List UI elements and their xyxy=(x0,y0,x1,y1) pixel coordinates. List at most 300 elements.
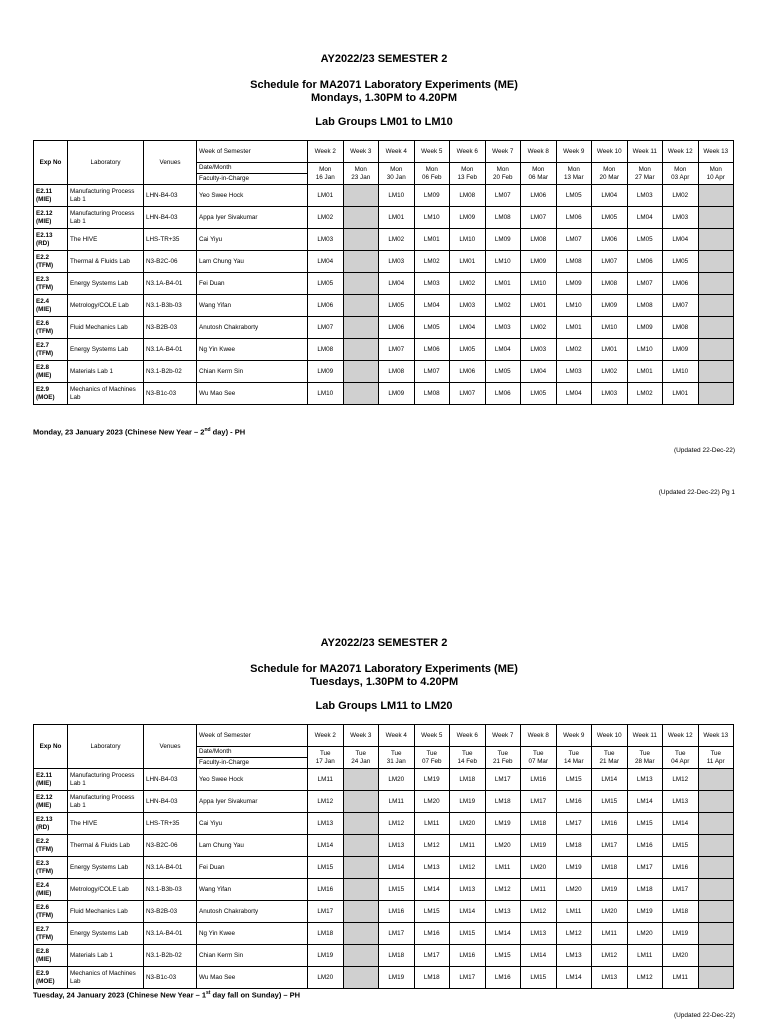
venue: N3-B1c-03 xyxy=(144,967,197,989)
date-header xyxy=(627,747,663,769)
date-header xyxy=(698,747,734,769)
week-of-semester-label: Week of Semester xyxy=(197,141,308,163)
lab-group-cell: LM01 xyxy=(627,361,663,383)
exp-no: E2.9 (MOE) xyxy=(34,383,68,405)
lab-group-cell: LM13 xyxy=(414,857,450,879)
table-row xyxy=(34,835,734,857)
lab-group-cell: LM11 xyxy=(485,857,521,879)
date-label: 17 Jan xyxy=(315,757,335,765)
week-header: Week 11 xyxy=(627,141,663,163)
lab-group-cell: LM11 xyxy=(627,945,663,967)
lab-group-cell: LM17 xyxy=(592,835,628,857)
table-row xyxy=(34,967,734,989)
lab-group-cell: LM14 xyxy=(556,967,592,989)
lab-group-cell: LM19 xyxy=(592,879,628,901)
blocked-cell xyxy=(698,901,734,923)
lab-group-cell: LM16 xyxy=(485,967,521,989)
holiday-note-text: Monday, 23 January 2023 (Chinese New Year – 2 xyxy=(33,427,205,437)
lab-group-cell: LM12 xyxy=(521,901,557,923)
lab-group-cell: LM08 xyxy=(379,361,415,383)
lab-group-cell: LM04 xyxy=(308,251,344,273)
faculty-in-charge: Lam Chung Yau xyxy=(197,251,308,273)
table-row xyxy=(34,383,734,405)
venue: LHS-TR+35 xyxy=(144,229,197,251)
exp-no: E2.6 (TFM) xyxy=(34,901,68,923)
exp-no: E2.12 (MIE) xyxy=(34,791,68,813)
date-label: 31 Jan xyxy=(386,757,406,765)
lab-group-cell: LM04 xyxy=(556,383,592,405)
lab-group-cell: LM09 xyxy=(414,185,450,207)
lab-group-cell: LM12 xyxy=(627,967,663,989)
lab-group-cell: LM09 xyxy=(556,273,592,295)
lab-group-cell: LM20 xyxy=(450,813,486,835)
date-label: 28 Mar xyxy=(634,757,655,765)
blocked-cell xyxy=(698,295,734,317)
lab-group-cell: LM19 xyxy=(663,923,699,945)
day-label: Tue xyxy=(461,750,473,758)
lab-group-cell: LM11 xyxy=(592,923,628,945)
day-label: Tue xyxy=(603,750,615,758)
lab-group-cell: LM16 xyxy=(592,813,628,835)
lab-group-cell: LM09 xyxy=(485,229,521,251)
date-header xyxy=(414,747,450,769)
date-header xyxy=(308,747,344,769)
laboratory: Energy Systems Lab xyxy=(68,857,144,879)
lab-group-cell: LM15 xyxy=(379,879,415,901)
blocked-cell xyxy=(343,967,379,989)
faculty-in-charge: Appa Iyer Sivakumar xyxy=(197,791,308,813)
laboratory-header: Laboratory xyxy=(68,141,144,185)
holiday-note-text: Tuesday, 24 January 2023 (Chinese New Year – 1 xyxy=(33,990,207,1000)
lab-group-cell: LM10 xyxy=(556,295,592,317)
venue: N3.1-B3b-03 xyxy=(144,295,197,317)
lab-group-cell: LM16 xyxy=(556,791,592,813)
lab-group-cell: LM09 xyxy=(521,251,557,273)
lab-group-cell: LM11 xyxy=(414,813,450,835)
lab-group-cell: LM01 xyxy=(450,251,486,273)
week-header: Week 3 xyxy=(343,725,379,747)
lab-group-cell: LM19 xyxy=(627,901,663,923)
lab-group-cell: LM20 xyxy=(592,901,628,923)
lab-group-cell: LM14 xyxy=(521,945,557,967)
laboratory: Energy Systems Lab xyxy=(68,923,144,945)
lab-group-cell: LM11 xyxy=(663,967,699,989)
week-header: Week 13 xyxy=(698,141,734,163)
lab-group-cell: LM17 xyxy=(414,945,450,967)
exp-no: E2.11 (MIE) xyxy=(34,185,68,207)
lab-group-cell: LM11 xyxy=(556,901,592,923)
lab-group-cell: LM01 xyxy=(592,339,628,361)
lab-group-cell: LM02 xyxy=(414,251,450,273)
blocked-cell xyxy=(343,383,379,405)
lab-group-cell: LM08 xyxy=(450,185,486,207)
lab-group-cell: LM04 xyxy=(592,185,628,207)
lab-group-cell: LM10 xyxy=(627,339,663,361)
date-header xyxy=(379,163,415,185)
lab-group-cell: LM02 xyxy=(627,383,663,405)
lab-group-cell: LM03 xyxy=(627,185,663,207)
lab-group-cell: LM05 xyxy=(450,339,486,361)
lab-group-cell: LM13 xyxy=(556,945,592,967)
table-row xyxy=(34,317,734,339)
table-row xyxy=(34,769,734,791)
lab-group-cell: LM15 xyxy=(450,923,486,945)
faculty-in-charge: Wu Mao See xyxy=(197,967,308,989)
faculty-in-charge: Ng Yin Kwee xyxy=(197,923,308,945)
lab-group-cell: LM07 xyxy=(414,361,450,383)
venue: LHS-TR+35 xyxy=(144,813,197,835)
day-label: Tue xyxy=(497,750,509,758)
lab-group-cell: LM17 xyxy=(450,967,486,989)
date-header xyxy=(485,747,521,769)
lab-group-cell: LM05 xyxy=(521,383,557,405)
lab-group-cell: LM02 xyxy=(592,361,628,383)
lab-group-cell: LM20 xyxy=(627,923,663,945)
blocked-cell xyxy=(698,791,734,813)
week-header: Week 7 xyxy=(485,141,521,163)
lab-group-cell: LM16 xyxy=(379,901,415,923)
lab-group-cell: LM17 xyxy=(485,769,521,791)
day-label: Mon xyxy=(532,166,545,174)
blocked-cell xyxy=(343,185,379,207)
date-header xyxy=(485,163,521,185)
lab-group-cell: LM13 xyxy=(485,901,521,923)
date-label: 27 Mar xyxy=(634,173,655,181)
faculty-in-charge: Fei Duan xyxy=(197,273,308,295)
date-header xyxy=(450,163,486,185)
blocked-cell xyxy=(698,813,734,835)
lab-group-cell: LM10 xyxy=(414,207,450,229)
blocked-cell xyxy=(698,317,734,339)
schedule-table xyxy=(33,724,734,989)
faculty-in-charge: Yeo Swee Hock xyxy=(197,769,308,791)
day-label: Mon xyxy=(425,166,438,174)
exp-no: E2.13 (RD) xyxy=(34,813,68,835)
date-label: 03 Apr xyxy=(671,173,690,181)
schedule-table xyxy=(33,140,734,405)
lab-group-cell: LM13 xyxy=(592,967,628,989)
week-header: Week 9 xyxy=(556,725,592,747)
blocked-cell xyxy=(343,791,379,813)
date-label: 13 Mar xyxy=(563,173,584,181)
blocked-cell xyxy=(343,317,379,339)
laboratory: Fluid Mechanics Lab xyxy=(68,317,144,339)
lab-group-cell: LM09 xyxy=(627,317,663,339)
lab-group-cell: LM03 xyxy=(556,361,592,383)
blocked-cell xyxy=(343,229,379,251)
date-label: 21 Feb xyxy=(492,757,513,765)
laboratory: Manufacturing Process Lab 1 xyxy=(68,207,144,229)
table-row xyxy=(34,813,734,835)
holiday-note xyxy=(33,427,245,437)
exp-no: E2.2 (TFM) xyxy=(34,251,68,273)
lab-group-cell: LM06 xyxy=(308,295,344,317)
lab-group-cell: LM04 xyxy=(414,295,450,317)
faculty-in-charge: Cai Yiyu xyxy=(197,813,308,835)
table-row xyxy=(34,879,734,901)
blocked-cell xyxy=(698,361,734,383)
page-title: AY2022/23 SEMESTER 2 xyxy=(320,637,448,649)
exp-no: E2.3 (TFM) xyxy=(34,273,68,295)
lab-group-cell: LM04 xyxy=(450,317,486,339)
date-label: 10 Apr xyxy=(706,173,725,181)
venue: N3.1-B3b-03 xyxy=(144,879,197,901)
lab-group-cell: LM11 xyxy=(308,769,344,791)
lab-group-cell: LM10 xyxy=(592,317,628,339)
lab-group-cell: LM10 xyxy=(308,383,344,405)
date-header xyxy=(627,163,663,185)
date-label: 20 Feb xyxy=(492,173,513,181)
venue: LHN-B4-03 xyxy=(144,769,197,791)
lab-group-cell: LM11 xyxy=(521,879,557,901)
blocked-cell xyxy=(698,251,734,273)
holiday-note-ordinal: st xyxy=(206,990,211,996)
laboratory: Materials Lab 1 xyxy=(68,361,144,383)
lab-group-cell: LM12 xyxy=(592,945,628,967)
lab-group-cell: LM11 xyxy=(450,835,486,857)
week-header: Week 8 xyxy=(521,725,557,747)
lab-group-cell: LM10 xyxy=(485,251,521,273)
lab-group-cell: LM15 xyxy=(556,769,592,791)
lab-group-cell: LM18 xyxy=(627,879,663,901)
lab-group-cell: LM12 xyxy=(414,835,450,857)
week-header: Week 10 xyxy=(592,725,628,747)
lab-group-cell: LM05 xyxy=(414,317,450,339)
table-row xyxy=(34,361,734,383)
lab-group-cell: LM01 xyxy=(663,383,699,405)
week-header: Week 8 xyxy=(521,141,557,163)
week-header: Week 4 xyxy=(379,141,415,163)
holiday-note-ordinal: nd xyxy=(204,427,211,433)
lab-group-cell: LM20 xyxy=(556,879,592,901)
lab-group-cell: LM06 xyxy=(556,207,592,229)
lab-group-cell: LM10 xyxy=(450,229,486,251)
lab-group-cell: LM07 xyxy=(556,229,592,251)
lab-group-cell: LM09 xyxy=(308,361,344,383)
faculty-in-charge: Anutosh Chakraborty xyxy=(197,901,308,923)
header-row-weeks xyxy=(34,725,734,747)
laboratory-header: Laboratory xyxy=(68,725,144,769)
faculty-in-charge: Appa Iyer Sivakumar xyxy=(197,207,308,229)
blocked-cell xyxy=(343,813,379,835)
day-label: Mon xyxy=(603,166,616,174)
lab-group-cell: LM16 xyxy=(627,835,663,857)
week-header: Week 6 xyxy=(450,141,486,163)
blocked-cell xyxy=(698,835,734,857)
lab-group-cell: LM16 xyxy=(308,879,344,901)
week-header: Week 6 xyxy=(450,725,486,747)
venue: N3.1A-B4-01 xyxy=(144,857,197,879)
day-label: Tue xyxy=(532,750,544,758)
faculty-in-charge: Chian Kerm Sin xyxy=(197,361,308,383)
exp-no: E2.12 (MIE) xyxy=(34,207,68,229)
date-label: 06 Mar xyxy=(528,173,549,181)
table-row xyxy=(34,791,734,813)
blocked-cell xyxy=(698,339,734,361)
date-header xyxy=(414,163,450,185)
page-title: AY2022/23 SEMESTER 2 xyxy=(320,53,448,65)
date-label: 16 Jan xyxy=(315,173,335,181)
laboratory: Materials Lab 1 xyxy=(68,945,144,967)
day-label: Tue xyxy=(355,750,367,758)
laboratory: Thermal & Fluids Lab xyxy=(68,251,144,273)
date-label: 14 Mar xyxy=(563,757,584,765)
lab-group-cell: LM20 xyxy=(485,835,521,857)
lab-group-cell: LM06 xyxy=(592,229,628,251)
lab-group-cell: LM20 xyxy=(663,945,699,967)
updated-date: (Updated 22-Dec-22) xyxy=(673,447,735,454)
date-label: 21 Mar xyxy=(599,757,620,765)
lab-group-cell: LM02 xyxy=(485,295,521,317)
lab-group-cell: LM08 xyxy=(485,207,521,229)
date-header xyxy=(521,163,557,185)
lab-group-cell: LM19 xyxy=(379,967,415,989)
lab-group-cell: LM09 xyxy=(450,207,486,229)
day-label: Tue xyxy=(639,750,651,758)
lab-group-cell: LM06 xyxy=(450,361,486,383)
lab-group-cell: LM15 xyxy=(414,901,450,923)
lab-group-cell: LM20 xyxy=(308,967,344,989)
venue: LHN-B4-03 xyxy=(144,207,197,229)
date-header xyxy=(592,163,628,185)
laboratory: Manufacturing Process Lab 1 xyxy=(68,769,144,791)
week-header: Week 5 xyxy=(414,141,450,163)
date-header xyxy=(521,747,557,769)
exp-no: E2.7 (TFM) xyxy=(34,339,68,361)
week-header: Week 9 xyxy=(556,141,592,163)
lab-group-cell: LM12 xyxy=(379,813,415,835)
lab-group-cell: LM08 xyxy=(414,383,450,405)
lab-group-cell: LM10 xyxy=(663,361,699,383)
blocked-cell xyxy=(698,769,734,791)
lab-group-cell: LM05 xyxy=(556,185,592,207)
lab-group-cell: LM14 xyxy=(663,813,699,835)
day-label: Mon xyxy=(461,166,474,174)
table-row xyxy=(34,923,734,945)
lab-group-cell: LM03 xyxy=(379,251,415,273)
blocked-cell xyxy=(343,273,379,295)
exp-no: E2.8 (MIE) xyxy=(34,945,68,967)
lab-group-cell: LM18 xyxy=(308,923,344,945)
lab-group-cell: LM13 xyxy=(379,835,415,857)
lab-groups-heading: Lab Groups LM11 to LM20 xyxy=(315,700,453,712)
laboratory: Thermal & Fluids Lab xyxy=(68,835,144,857)
lab-group-cell: LM18 xyxy=(663,901,699,923)
day-label: Mon xyxy=(390,166,403,174)
lab-group-cell: LM06 xyxy=(379,317,415,339)
lab-group-cell: LM14 xyxy=(485,923,521,945)
week-header: Week 10 xyxy=(592,141,628,163)
blocked-cell xyxy=(698,273,734,295)
day-label: Mon xyxy=(354,166,367,174)
week-of-semester-label: Week of Semester xyxy=(197,725,308,747)
lab-group-cell: LM03 xyxy=(308,229,344,251)
venue: N3-B1c-03 xyxy=(144,383,197,405)
day-label: Tue xyxy=(319,750,331,758)
laboratory: Manufacturing Process Lab 1 xyxy=(68,791,144,813)
blocked-cell xyxy=(343,901,379,923)
lab-group-cell: LM17 xyxy=(663,879,699,901)
day-label: Mon xyxy=(496,166,509,174)
table-row xyxy=(34,273,734,295)
lab-group-cell: LM15 xyxy=(592,791,628,813)
lab-group-cell: LM12 xyxy=(663,769,699,791)
exp-no-header: Exp No xyxy=(34,141,68,185)
lab-group-cell: LM17 xyxy=(379,923,415,945)
lab-group-cell: LM15 xyxy=(627,813,663,835)
venue: N3-B2B-03 xyxy=(144,317,197,339)
lab-group-cell: LM01 xyxy=(379,207,415,229)
faculty-in-charge: Fei Duan xyxy=(197,857,308,879)
lab-group-cell: LM03 xyxy=(485,317,521,339)
lab-group-cell: LM18 xyxy=(379,945,415,967)
week-header: Week 12 xyxy=(663,141,699,163)
lab-group-cell: LM17 xyxy=(308,901,344,923)
blocked-cell xyxy=(698,229,734,251)
lab-group-cell: LM02 xyxy=(450,273,486,295)
blocked-cell xyxy=(698,185,734,207)
lab-group-cell: LM16 xyxy=(414,923,450,945)
week-header: Week 3 xyxy=(343,141,379,163)
lab-group-cell: LM07 xyxy=(450,383,486,405)
lab-group-cell: LM17 xyxy=(627,857,663,879)
blocked-cell xyxy=(343,361,379,383)
lab-group-cell: LM06 xyxy=(663,273,699,295)
blocked-cell xyxy=(698,879,734,901)
lab-group-cell: LM12 xyxy=(485,879,521,901)
lab-group-cell: LM15 xyxy=(521,967,557,989)
lab-group-cell: LM05 xyxy=(308,273,344,295)
date-header xyxy=(343,747,379,769)
lab-group-cell: LM12 xyxy=(308,791,344,813)
lab-group-cell: LM04 xyxy=(663,229,699,251)
lab-group-cell: LM15 xyxy=(485,945,521,967)
date-label: 20 Mar xyxy=(599,173,620,181)
blocked-cell xyxy=(343,879,379,901)
lab-group-cell: LM14 xyxy=(308,835,344,857)
date-label: 14 Feb xyxy=(457,757,478,765)
date-label: 07 Feb xyxy=(421,757,442,765)
table-row xyxy=(34,251,734,273)
lab-group-cell: LM03 xyxy=(521,339,557,361)
exp-no: E2.13 (RD) xyxy=(34,229,68,251)
venue: N3.1A-B4-01 xyxy=(144,923,197,945)
blocked-cell xyxy=(343,339,379,361)
lab-group-cell: LM07 xyxy=(308,317,344,339)
day-label: Tue xyxy=(710,750,722,758)
lab-group-cell: LM05 xyxy=(379,295,415,317)
lab-group-cell: LM05 xyxy=(627,229,663,251)
blocked-cell xyxy=(698,383,734,405)
lab-group-cell: LM14 xyxy=(627,791,663,813)
laboratory: Manufacturing Process Lab 1 xyxy=(68,185,144,207)
lab-group-cell: LM12 xyxy=(450,857,486,879)
venue: N3-B2C-06 xyxy=(144,835,197,857)
lab-group-cell: LM02 xyxy=(308,207,344,229)
lab-group-cell: LM08 xyxy=(627,295,663,317)
blocked-cell xyxy=(343,295,379,317)
updated-date: (Updated 22-Dec-22) xyxy=(673,1012,735,1019)
day-label: Tue xyxy=(568,750,580,758)
day-label: Tue xyxy=(674,750,686,758)
faculty-in-charge: Ng Yin Kwee xyxy=(197,339,308,361)
lab-group-cell: LM15 xyxy=(308,857,344,879)
lab-group-cell: LM03 xyxy=(592,383,628,405)
holiday-note-suffix: day) - PH xyxy=(210,427,246,437)
lab-group-cell: LM06 xyxy=(485,383,521,405)
lab-group-cell: LM16 xyxy=(450,945,486,967)
table-row xyxy=(34,295,734,317)
